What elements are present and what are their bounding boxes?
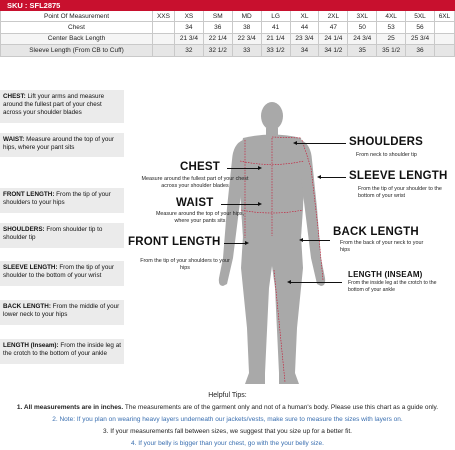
table-cell: 24 1/4 xyxy=(319,33,348,45)
size-header: 5XL xyxy=(406,11,435,22)
back-length-title: BACK LENGTH xyxy=(333,226,419,238)
table-cell: 36 xyxy=(406,45,435,57)
back-length-arrow xyxy=(302,240,330,241)
table-cell: 22 3/4 xyxy=(232,33,261,45)
shoulders-arrow xyxy=(296,143,346,144)
front-length-title: FRONT LENGTH xyxy=(128,236,221,248)
table-cell: 50 xyxy=(348,22,377,34)
tip-4: 4. If your belly is bigger than your chest, go with the your belly size. xyxy=(131,440,324,447)
size-header: XL xyxy=(290,11,319,22)
chest-note: Measure around the fullest part of your chest across your shoulder blades xyxy=(141,176,249,189)
tip-1 xyxy=(0,404,455,411)
inseam-note: From the inside leg at the crotch to the bottom of your ankle xyxy=(348,280,437,293)
front-length-note: From the tip of your shoulders to your hips xyxy=(140,258,230,271)
definition-text: From the tip of your shoulder to the bottom of your wrist xyxy=(3,264,114,280)
size-header-row xyxy=(1,11,455,22)
size-table xyxy=(0,0,455,57)
table-cell: 25 3/4 xyxy=(406,33,435,45)
size-header: 6XL xyxy=(434,11,454,22)
definition-text: From the inside leg at the crotch to the bottom of your ankle xyxy=(3,342,121,358)
definition-term: SLEEVE LENGTH: xyxy=(3,264,58,271)
table-cell xyxy=(153,33,175,45)
head-shape xyxy=(261,102,283,130)
back-length-note: From the back of your neck to your hips xyxy=(340,240,424,253)
sku-row xyxy=(1,1,455,11)
table-cell: 34 1/2 xyxy=(319,45,348,57)
table-cell: 32 1/2 xyxy=(203,45,232,57)
tip-3: 3. If your measurements fall between sizes, we suggest that you size up for a better fit. xyxy=(103,428,352,435)
table-cell: 35 1/2 xyxy=(377,45,406,57)
tip-1-bold: 1. All measurements are in inches. xyxy=(16,404,124,411)
table-cell: 25 xyxy=(377,33,406,45)
size-header: 2XL xyxy=(319,11,348,22)
definition-front-length xyxy=(0,188,124,213)
chest-title: CHEST xyxy=(180,161,220,173)
table-cell: 47 xyxy=(319,22,348,34)
table-cell xyxy=(153,45,175,57)
table-cell xyxy=(434,22,454,34)
inseam-arrow xyxy=(290,282,342,283)
waist-note: Measure around the top of your hips, where your pants sits xyxy=(155,211,245,224)
table-cell: 35 xyxy=(348,45,377,57)
table-row xyxy=(1,33,455,45)
table-cell: 44 xyxy=(290,22,319,34)
front-length-arrow xyxy=(224,243,246,244)
table-cell xyxy=(434,33,454,45)
table-cell: 56 xyxy=(406,22,435,34)
tips-title: Helpful Tips: xyxy=(208,392,247,399)
row-label: Sleeve Length (From CB to Cuff) xyxy=(1,45,153,57)
table-cell: 36 xyxy=(203,22,232,34)
legs-shape xyxy=(241,236,303,384)
definition-term: BACK LENGTH: xyxy=(3,303,51,310)
shoulders-note: From neck to shoulder tip xyxy=(356,152,417,158)
chest-arrow xyxy=(227,168,259,169)
waist-title: WAIST xyxy=(176,197,214,209)
tip-1-text: The measurements are of the garment only and not of a human's body. Please use this chart as a guide only. xyxy=(123,404,439,411)
row-label: Center Back Length xyxy=(1,33,153,45)
table-cell: 21 3/4 xyxy=(174,33,203,45)
size-header: 3XL xyxy=(348,11,377,22)
table-row xyxy=(1,22,455,34)
definition-text: From shoulder tip to shoulder tip xyxy=(3,226,103,242)
definition-text: Measure around the top of your hips, where your pant sits xyxy=(3,136,114,152)
size-header: LG xyxy=(261,11,290,22)
definition-chest xyxy=(0,90,124,123)
table-cell: 34 xyxy=(174,22,203,34)
definition-shoulders xyxy=(0,223,124,248)
definition-term: SHOULDERS: xyxy=(3,226,45,233)
right-arm-shape xyxy=(301,140,325,286)
size-header: MD xyxy=(232,11,261,22)
definition-term: WAIST: xyxy=(3,136,25,143)
table-cell: 33 xyxy=(232,45,261,57)
definition-back-length xyxy=(0,300,124,325)
definition-text: From the tip of your shoulders to your hips xyxy=(3,191,111,207)
table-cell: 22 1/4 xyxy=(203,33,232,45)
definition-inseam xyxy=(0,339,124,364)
table-cell: 32 xyxy=(174,45,203,57)
table-row xyxy=(1,45,455,57)
size-header: 4XL xyxy=(377,11,406,22)
definition-term: CHEST: xyxy=(3,93,26,100)
sleeve-length-arrow xyxy=(320,177,346,178)
table-cell: 23 3/4 xyxy=(290,33,319,45)
table-cell: 24 3/4 xyxy=(348,33,377,45)
shoulders-title: SHOULDERS xyxy=(349,136,424,148)
table-cell: 38 xyxy=(232,22,261,34)
definition-text: Lift your arms and measure around the fullest part of your chest across your shoulder blades xyxy=(3,93,105,117)
table-cell: 33 1/2 xyxy=(261,45,290,57)
table-cell: 34 xyxy=(290,45,319,57)
definition-text: From the middle of your lower neck to your hips xyxy=(3,303,120,319)
sleeve-length-note: From the tip of your shoulder to the bottom of your wrist xyxy=(358,186,442,199)
waist-arrow xyxy=(221,204,259,205)
row-label: Chest xyxy=(1,22,153,34)
table-cell: 41 xyxy=(261,22,290,34)
table-cell: 21 1/4 xyxy=(261,33,290,45)
definition-term: LENGTH (Inseam): xyxy=(3,342,59,349)
size-header: XXS xyxy=(153,11,175,22)
sleeve-length-title: SLEEVE LENGTH xyxy=(349,170,448,182)
size-header: SM xyxy=(203,11,232,22)
definition-term: FRONT LENGTH: xyxy=(3,191,55,198)
definition-sleeve-length xyxy=(0,261,124,286)
table-cell xyxy=(153,22,175,34)
table-cell xyxy=(434,45,454,57)
header-label: Point Of Measurement xyxy=(1,11,153,22)
tip-2: 2. Note: If you plan on wearing heavy layers underneath our jackets/vests, make sure to measure the sizes with layers on. xyxy=(52,416,403,423)
sku-label: SKU : SFL2875 xyxy=(1,1,455,11)
size-header: XS xyxy=(174,11,203,22)
inseam-title: LENGTH (INSEAM) xyxy=(348,270,423,279)
definition-waist xyxy=(0,133,124,157)
table-cell: 53 xyxy=(377,22,406,34)
